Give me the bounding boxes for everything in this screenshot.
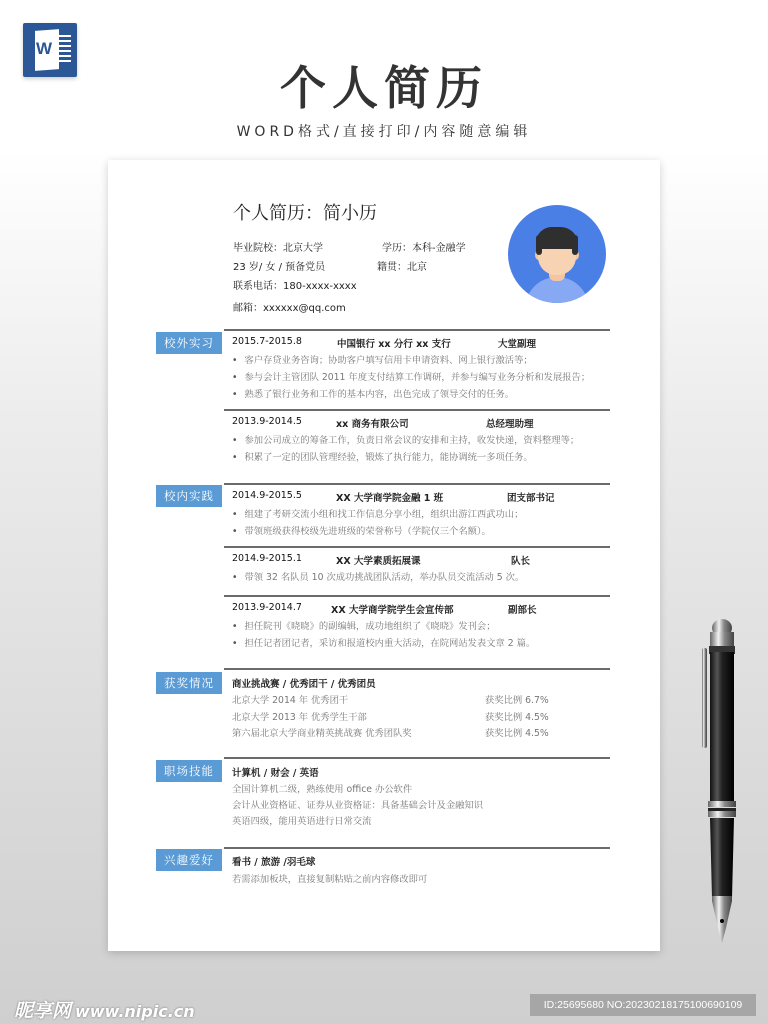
resume-name-title: 个人简历：简小历	[233, 203, 377, 224]
entry-bullet: • 担任记者团记者，采访和报道校内重大活动，在院网站发表文章 2 篇。	[232, 635, 535, 649]
entry-org: XX 大学素质拓展课	[336, 556, 421, 567]
page-title: 个人简历	[280, 61, 488, 115]
skill-item: 会计从业资格证、证券从业资格证：具备基础会计及金融知识	[232, 800, 484, 811]
page-subtitle: WORD格式/直接打印/内容随意编辑	[236, 124, 532, 140]
entry-bullet: • 带领 32 名队员 10 次成功挑战团队活动，举办队员交流活动 5 次。	[232, 569, 524, 583]
entry-bullet: • 参加公司成立的筹备工作，负责日常会议的安排和主持，收发快递，资料整理等；	[232, 432, 579, 446]
award-ratio: 获奖比例 6.7%	[485, 695, 549, 706]
watermark-brand: 昵享网	[14, 1000, 72, 1022]
entry-org: 中国银行 xx 分行 xx 支行	[337, 339, 451, 350]
hobbies-heading: 看书 / 旅游 /羽毛球	[232, 857, 316, 868]
skill-item: 全国计算机二级，熟练使用 office 办公软件	[232, 784, 413, 795]
entry-org: xx 商务有限公司	[336, 419, 409, 430]
entry-role: 大堂副理	[498, 339, 537, 350]
entry-role: 团支部书记	[507, 493, 555, 504]
entry-bullet: • 客户存贷业务咨询；协助客户填写信用卡申请资料、网上银行激活等；	[232, 352, 533, 366]
section-label-skills: 职场技能	[156, 760, 222, 782]
entry-divider	[224, 409, 610, 411]
section-divider	[224, 847, 610, 849]
entry-bullet: • 参与会计主管团队 2011 年度支付结算工作调研，并参与编写业务分析和发展报告；	[232, 369, 590, 383]
entry-org: XX 大学商学院学生会宣传部	[331, 605, 454, 616]
info-phone: 联系电话：180-xxxx-xxxx	[233, 281, 357, 292]
section-divider	[224, 757, 610, 759]
resume-paper	[108, 160, 660, 951]
word-letter: W	[36, 39, 53, 58]
info-age-gender-party: 23 岁/ 女 / 预备党员	[233, 262, 326, 273]
section-label-hobbies: 兴趣爱好	[156, 849, 222, 871]
info-degree: 学历：本科-金融学	[382, 243, 466, 254]
skills-heading: 计算机 / 财会 / 英语	[232, 768, 319, 779]
entry-divider	[224, 595, 610, 597]
skill-item: 英语四级，能用英语进行日常交流	[232, 816, 372, 827]
entry-date: 2013.9-2014.7	[232, 602, 302, 613]
entry-bullet: • 担任院刊《晓晓》的副编辑，成功地组织了《晓晓》发刊会；	[232, 618, 496, 632]
entry-bullet: • 积累了一定的团队管理经验，锻炼了执行能力，能协调统一多项任务。	[232, 449, 533, 463]
section-divider	[224, 483, 610, 485]
entry-role: 队长	[511, 556, 531, 567]
entry-role: 总经理助理	[486, 419, 534, 430]
award-name: 第六届北京大学商业精英挑战赛 优秀团队奖	[232, 728, 412, 739]
section-label-awards: 获奖情况	[156, 672, 222, 694]
entry-org: XX 大学商学院金融 1 班	[336, 493, 444, 504]
entry-date: 2014.9-2015.5	[232, 490, 302, 501]
info-email: 邮箱：xxxxxx@qq.com	[233, 303, 346, 314]
award-ratio: 获奖比例 4.5%	[485, 712, 549, 723]
entry-date: 2014.9-2015.1	[232, 553, 302, 564]
entry-date: 2015.7-2015.8	[232, 336, 302, 347]
info-native-place: 籍贯：北京	[377, 262, 427, 273]
watermark-url: www.nipic.cn	[75, 1002, 195, 1021]
entry-divider	[224, 546, 610, 548]
fountain-pen-icon	[700, 618, 744, 948]
entry-bullet: • 带领班级获得校级先进班级的荣誉称号（学院仅三个名额）。	[232, 523, 491, 537]
award-ratio: 获奖比例 4.5%	[485, 728, 549, 739]
section-divider	[224, 329, 610, 331]
image-id-badge: ID:25695680 NO:20230218175100690109	[530, 994, 756, 1016]
entry-role: 副部长	[508, 605, 537, 616]
avatar-hair-left	[536, 235, 542, 255]
entry-bullet: • 熟悉了银行业务和工作的基本内容，出色完成了领导交付的任务。	[232, 386, 514, 400]
section-divider	[224, 668, 610, 670]
hobbies-note: 若需添加板块，直接复制粘贴之前内容修改即可	[232, 874, 428, 885]
avatar-hair-right	[572, 235, 578, 255]
watermark	[14, 996, 195, 1023]
award-name: 北京大学 2014 年 优秀团干	[232, 695, 349, 706]
section-label-campus: 校内实践	[156, 485, 222, 507]
awards-heading: 商业挑战赛 / 优秀团干 / 优秀团员	[232, 679, 376, 690]
entry-bullet: • 组建了考研交流小组和找工作信息分享小组，组织出游江西武功山；	[232, 506, 523, 520]
info-school: 毕业院校：北京大学	[233, 243, 323, 254]
entry-date: 2013.9-2014.5	[232, 416, 302, 427]
section-label-internship: 校外实习	[156, 332, 222, 354]
avatar-icon	[508, 205, 606, 303]
award-name: 北京大学 2013 年 优秀学生干部	[232, 712, 367, 723]
